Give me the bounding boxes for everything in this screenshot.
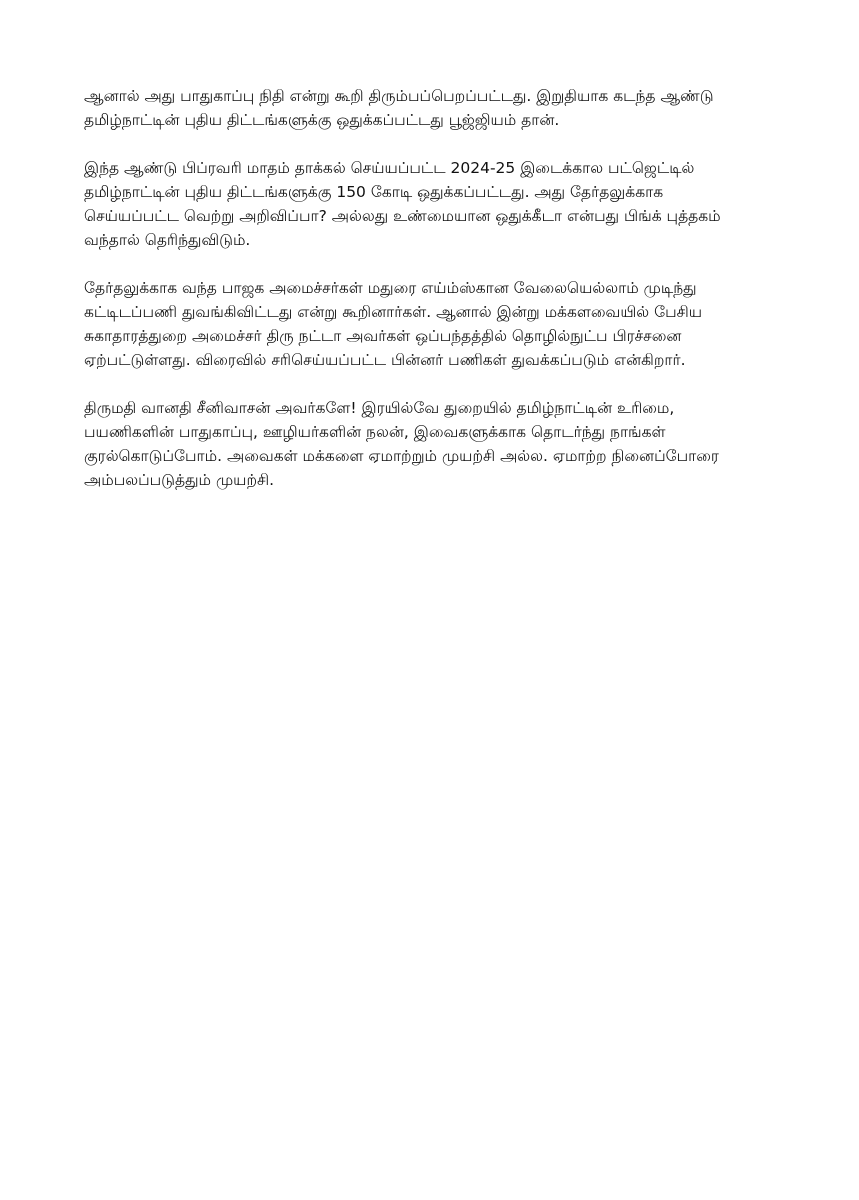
paragraph-line: ஆனால் அது பாதுகாப்பு நிதி என்று கூறி திரும்பப்பெறப்பட்டது. இறுதியாக கடந்த ஆண்டு	[84, 87, 714, 105]
paragraph-line: செய்யப்பட்ட வெற்று அறிவிப்பா? அல்லது உண்மையான ஒதுக்கீடா என்பது பிங்க் புத்தகம்	[84, 207, 721, 225]
paragraph-line: சுகாதாரத்துறை அமைச்சர் திரு நட்டா அவர்கள் ஒப்பந்தத்தில் தொழில்நுட்ப பிரச்சனை	[84, 327, 682, 345]
paragraph-2	[84, 156, 784, 252]
paragraph-1	[84, 84, 784, 132]
paragraph-line: ஏற்பட்டுள்ளது. விரைவில் சரிசெய்யப்பட்ட பின்னர் பணிகள் துவக்கப்படும் என்கிறார்.	[84, 351, 686, 369]
paragraph-line: இந்த ஆண்டு பிப்ரவரி மாதம் தாக்கல் செய்யப்பட்ட 2024-25 இடைக்கால பட்ஜெட்டில்	[84, 159, 695, 177]
paragraph-line: கட்டிடப்பணி துவங்கிவிட்டது என்று கூறினார்கள். ஆனால் இன்று மக்களவையில் பேசிய	[84, 303, 703, 321]
paragraph-line: வந்தால் தெரிந்துவிடும்.	[84, 231, 251, 249]
paragraph-line: அம்பலப்படுத்தும் முயற்சி.	[84, 471, 275, 489]
paragraph-line: திருமதி வானதி சீனிவாசன் அவர்களே! இரயில்வே துறையில் தமிழ்நாட்டின் உரிமை,	[84, 399, 675, 417]
paragraph-line: பயணிகளின் பாதுகாப்பு, ஊழியர்களின் நலன், இவைகளுக்காக தொடர்ந்து நாங்கள்	[84, 423, 666, 441]
paragraph-3	[84, 276, 784, 372]
paragraph-line: தமிழ்நாட்டின் புதிய திட்டங்களுக்கு ஒதுக்கப்பட்டது பூஜ்ஜியம் தான்.	[84, 111, 560, 129]
paragraph-line: தேர்தலுக்காக வந்த பாஜக அமைச்சர்கள் மதுரை எய்ம்ஸ்கான வேலையெல்லாம் முடிந்து	[84, 279, 697, 297]
document-body	[84, 84, 784, 516]
paragraph-4	[84, 396, 784, 492]
paragraph-line: தமிழ்நாட்டின் புதிய திட்டங்களுக்கு 150 கோடி ஒதுக்கப்பட்டது. அது தேர்தலுக்காக	[84, 183, 664, 201]
paragraph-line: குரல்கொடுப்போம். அவைகள் மக்களை ஏமாற்றும் முயற்சி அல்ல. ஏமாற்ற நினைப்போரை	[84, 447, 719, 465]
